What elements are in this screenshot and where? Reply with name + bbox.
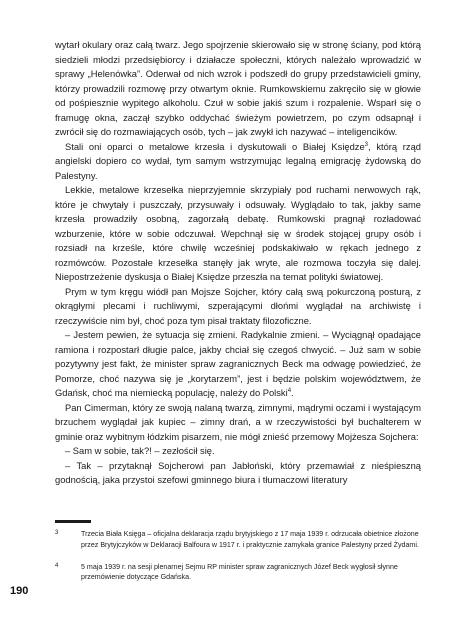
- footnote-ref[interactable]: 4: [287, 387, 292, 394]
- paragraph-text: – Tak – przytaknął Sojcherowi pan Jabłoński, który przemawiał z nieśpieszną godnością, jaka przystoi szefowi gminnego biura i tłumaczowi literatury: [55, 460, 421, 485]
- paragraph-text: Pan Cimerman, który ze swoją nalaną twarzą, zimnymi, mądrymi oczami i wystającym brzuchem wyglądał jak kupiec – zimny drań, a w rzeczywistości był buchalterem w gminie oraz wybitnym łódzkim pisarzem, nie mógł znieść przemowy Mojżesza Sojchera:: [55, 402, 421, 442]
- paragraph-text: Stali oni oparci o metalowe krzesła i dyskutowali o Białej Księdze: [65, 141, 365, 152]
- footnote-number: 3: [55, 530, 59, 536]
- footnote-text: 5 maja 1939 r. na sesji plenarnej Sejmu RP minister spraw zagranicznych Józef Beck wygłosił słynne przemówienie dotyczące Gdańska.: [81, 562, 398, 582]
- footnote: [55, 562, 421, 584]
- paragraph: [55, 444, 421, 459]
- footnotes: [55, 529, 421, 594]
- footnote-text: Trzecia Biała Księga – oficjalna deklaracja rządu brytyjskiego z 17 maja 1939 r. odrzucała obietnice złożone przez Brytyjczyków w Deklaracji Balfoura w 1917 r. i praktycznie zamykała granice Palestyny przed Żydami.: [81, 530, 419, 549]
- body-text: [55, 38, 421, 488]
- paragraph-text: Prym w tym kręgu wiódł pan Mojsze Sojcher, który całą swą pokurczoną posturą, z okrągłymi plecami i ruchliwymi, szperającymi dłońmi wyglądał na archiwistę i rzeczywiście nim był, choć poza tym pisał traktaty filozoficzne.: [55, 286, 421, 326]
- footnote-divider: [55, 520, 91, 523]
- paragraph-text: Lekkie, metalowe krzesełka nieprzyjemnie skrzypiały pod ruchami nerwowych rąk, które je chwytały i puszczały, przysuwały i odsuwały. Wyglądało to tak, jakby same krzesła prowadziły osobną, zagorzałą debatę. Rumkowski pragnął rozładować wzburzenie, które w sobie odczuwał. Wepchnął się w środek stojącej grupy osób i rozsiadł na krześle, które chwilę wcześniej podskakiwało w rękach jednego z rozmówców. Pozostałe krzesełka stanęły jak wryte, ale rozmowa toczyła się dalej. Niepostrzeżenie dyskusja o Białej Księdze przeszła na temat polityki światowej.: [55, 185, 421, 282]
- paragraph-text-cont: .: [291, 388, 294, 398]
- paragraph-text-cont: , którą rząd angielski dopiero co wydał, tym samym wstrzymując legalną emigrację żydowską do Palestyny.: [55, 141, 421, 181]
- paragraph: [55, 140, 421, 184]
- footnote-number: 4: [55, 562, 59, 569]
- paragraph-text: wytarł okulary oraz całą twarz. Jego spojrzenie skierowało się w stronę ściany, pod którą siedzieli młodzi przedsiębiorcy i działacze społeczni, których należało wprowadzić w sprawy „Helenówka”. Oderwał od nich wzrok i podszedł do grupy przedstawicieli gminy, którzy prowadzili rozmowę przy otwartym oknie. Rumkowskiemu zakręciło się w głowie od pośpiesznie wypitego alkoholu. Czuł w sobie jakiś szum i rozpalenie. Wsparł się o framugę okna, zaczął szybko oddychać świeżym powietrzem, po czym odsapnął i zwrócił się do rozmawiających osób, tych – jak zwykł ich nazywać – inteligencików.: [55, 40, 421, 137]
- paragraph: [55, 183, 421, 285]
- paragraph: [55, 38, 421, 140]
- page-number: 190: [10, 585, 29, 597]
- paragraph: [55, 285, 421, 329]
- paragraph: [55, 401, 421, 445]
- paragraph-text: – Jestem pewien, że sytuacja się zmieni. Radykalnie zmieni. – Wyciągnął opadające ramiona i rozpostarł długie palce, jakby chciał się czegoś chwycić. – Już sam w sobie pozytywny jest fakt, że minister spraw zagranicznych Beck ma odwagę powiedzieć, że Pomorze, choć nazywa się je „korytarzem”, jest i będzie polskim województwem, że Gdańsk, choć ma niemiecką populację, należy do Polski: [55, 330, 421, 398]
- paragraph: [55, 459, 421, 488]
- footnote-ref[interactable]: 3: [364, 141, 369, 148]
- paragraph-text: – Sam w sobie, tak?! – zezłościł się.: [65, 446, 215, 456]
- footnote: [55, 529, 421, 551]
- paragraph: [55, 328, 421, 401]
